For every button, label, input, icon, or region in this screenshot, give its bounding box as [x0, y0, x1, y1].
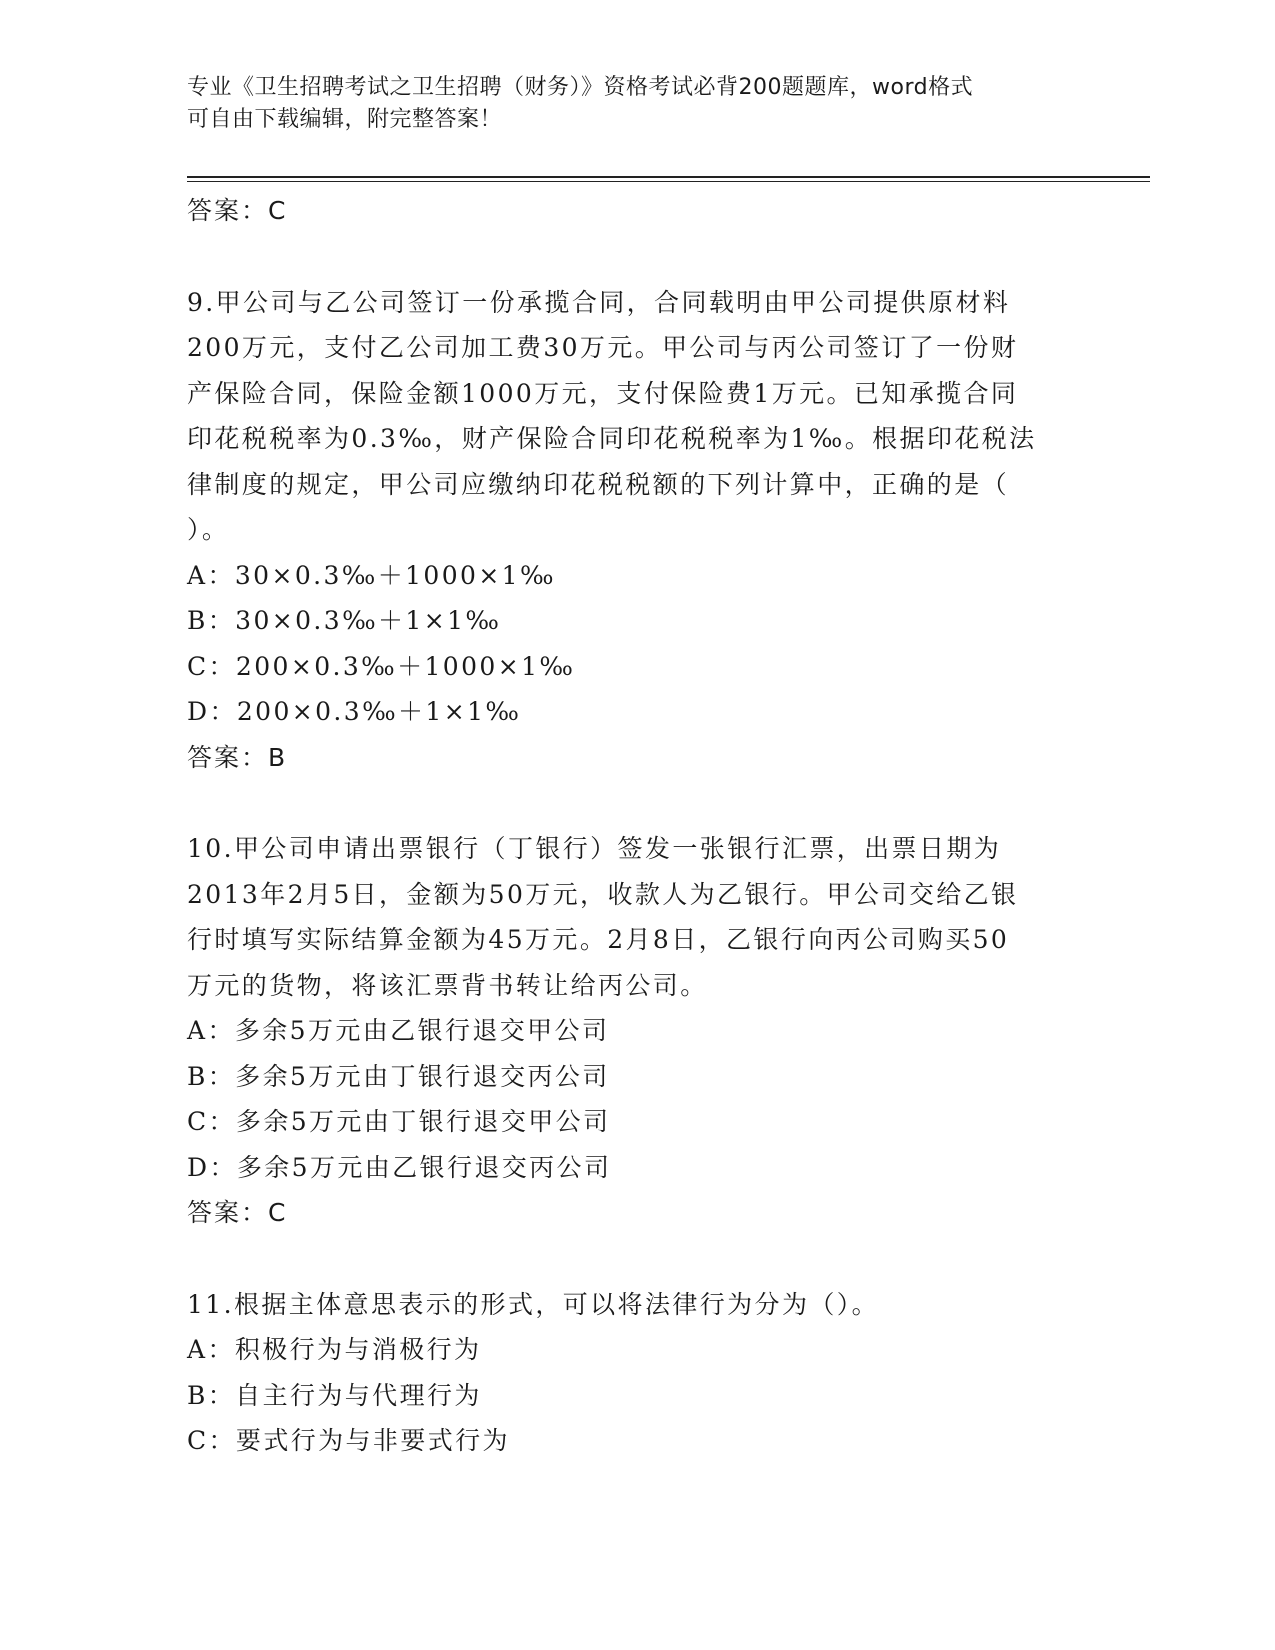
question-stem-line: 2013年2月5日，金额为50万元，收款人为乙银行。甲公司交给乙银: [187, 879, 1019, 909]
option-a: A：多余5万元由乙银行退交甲公司: [187, 1016, 610, 1045]
option-a: A：积极行为与消极行为: [187, 1335, 482, 1364]
option-c: C：要式行为与非要式行为: [187, 1426, 510, 1455]
document-header: [187, 72, 1087, 136]
answer-line: 答案：C: [187, 1198, 288, 1227]
option-b: B：多余5万元由丁银行退交丙公司: [187, 1061, 610, 1091]
option-d: D：多余5万元由乙银行退交丙公司: [187, 1152, 612, 1182]
question-9: [187, 280, 1087, 781]
question-stem-line: 10.甲公司申请出票银行（丁银行）签发一张银行汇票，出票日期为: [187, 834, 1002, 863]
question-stem-line: 律制度的规定，甲公司应缴纳印花税税额的下列计算中，正确的是（: [187, 469, 1010, 499]
question-stem-line: 印花税税率为0.3‰，财产保险合同印花税税率为1‰。根据印花税法: [187, 424, 1037, 453]
question-11: [187, 1282, 1087, 1464]
document-body: [187, 188, 1087, 1464]
header-line-1: 专业《卫生招聘考试之卫生招聘（财务）》资格考试必背200题题库，word格式: [187, 75, 974, 100]
answer-line: 答案：B: [187, 742, 288, 772]
option-c: C：200×0.3‰＋1000×1‰: [187, 651, 576, 681]
question-stem-line: 行时填写实际结算金额为45万元。2月8日，乙银行向丙公司购买50: [187, 925, 1010, 954]
spacer: [187, 780, 1087, 826]
question-stem-line: 11.根据主体意思表示的形式，可以将法律行为分为（）。: [187, 1289, 880, 1319]
option-b: B：自主行为与代理行为: [187, 1380, 482, 1410]
question-stem-line: 产保险合同，保险金额1000万元，支付保险费1万元。已知承揽合同: [187, 378, 1019, 408]
option-c: C：多余5万元由丁银行退交甲公司: [187, 1107, 611, 1136]
question-stem-line: 200万元，支付乙公司加工费30万元。甲公司与丙公司签订了一份财: [187, 333, 1019, 362]
question-stem-line: 万元的货物，将该汇票背书转让给丙公司。: [187, 970, 708, 1000]
option-b: B：30×0.3‰＋1×1‰: [187, 606, 502, 635]
question-stem-line: ）。: [187, 515, 230, 544]
question-stem-line: 9.甲公司与乙公司签订一份承揽合同，合同载明由甲公司提供原材料: [187, 287, 1011, 317]
spacer: [187, 234, 1087, 280]
question-10: [187, 826, 1087, 1236]
header-divider-thin: [187, 181, 1150, 182]
option-a: A：30×0.3‰＋1000×1‰: [187, 560, 556, 590]
header-divider-thick: [187, 176, 1150, 178]
header-line-2: 可自由下载编辑，附完整答案！: [187, 107, 503, 132]
spacer: [187, 1236, 1087, 1282]
previous-answer: 答案：C: [187, 196, 288, 225]
option-d: D：200×0.3‰＋1×1‰: [187, 697, 522, 726]
